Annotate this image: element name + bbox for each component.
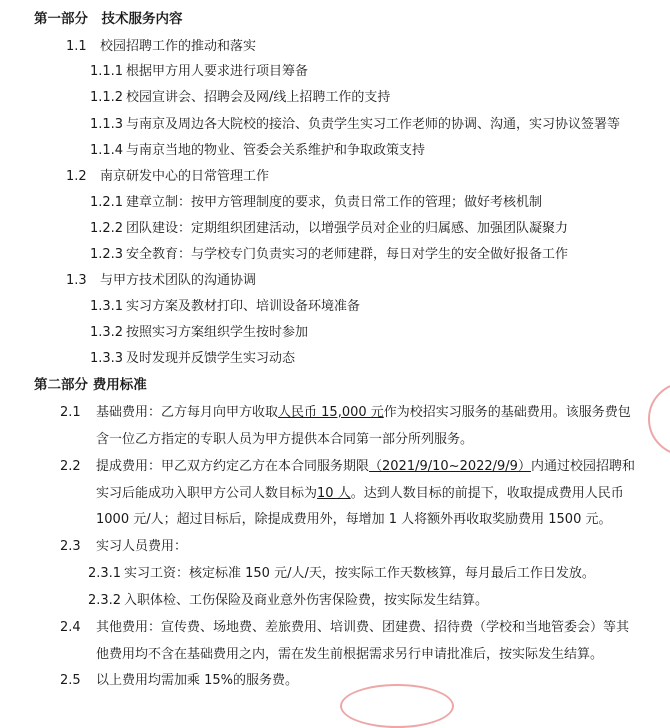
section-1-3-2: 1.3.2 按照实习方案组织学生按时参加 — [90, 325, 309, 340]
section-1-3-3: 1.3.3 及时发现并反馈学生实习动态 — [90, 351, 296, 366]
section-2-3-2: 2.3.2 入职体检、工伤保险及商业意外伤害保险费，按实际发生结算。 — [88, 593, 489, 608]
section-1-2-1: 1.2.1 建章立制：按甲方管理制度的要求，负责日常工作的管理；做好考核机制 — [90, 195, 543, 210]
section-2-3-1: 2.3.1 实习工资：核定标准 150 元/人/天，按实际工作天数核算，每月最后工作日发放。 — [88, 566, 595, 581]
section-1-1-4: 1.1.4 与南京当地的物业、管委会关系维护和争取政策支持 — [90, 143, 426, 158]
part2-heading: 第二部分 费用标准 — [34, 377, 147, 393]
section-2-5: 2.5 以上费用均需加乘 15%的服务费。 — [60, 673, 299, 688]
section-1-2-3: 1.2.3 安全教育：与学校专门负责实习的老师建群，每日对学生的安全做好报备工作 — [90, 247, 569, 262]
section-1-1-3: 1.1.3 与南京及周边各大院校的接洽、负责学生实习工作老师的协调、沟通，实习协议签署等 — [90, 117, 621, 132]
section-1-3-1: 1.3.1 实习方案及教材打印、培训设备环境准备 — [90, 299, 361, 314]
section-1-1: 1.1 校园招聘工作的推动和落实 — [66, 39, 257, 54]
section-2-1-line2: 含一位乙方指定的专职人员为甲方提供本合同第一部分所列服务。 — [96, 432, 474, 447]
section-1-1-2: 1.1.2 校园宣讲会、招聘会及网/线上招聘工作的支持 — [90, 90, 391, 105]
red-stamp-bottom — [340, 684, 454, 728]
section-2-2-line2: 实习后能成功入职甲方公司人数目标为10 人。达到人数目标的前提下，收取提成费用人民币 — [96, 486, 624, 501]
section-2-4-line2: 他费用均不含在基础费用之内，需在发生前根据需求另行申请批准后，按实际发生结算。 — [96, 647, 604, 662]
section-2-3: 2.3 实习人员费用： — [60, 539, 188, 554]
red-stamp-right — [648, 382, 670, 456]
part1-heading: 第一部分 技术服务内容 — [34, 11, 183, 27]
section-1-3: 1.3 与甲方技术团队的沟通协调 — [66, 273, 257, 288]
section-2-1: 2.1 基础费用：乙方每月向甲方收取人民币 15,000 元作为校招实习服务的基础费用。该服务费包 — [60, 405, 631, 420]
section-1-2: 1.2 南京研发中心的日常管理工作 — [66, 169, 270, 184]
section-2-2-line3: 1000 元/人；超过目标后，除提成费用外，每增加 1 人将额外再收取奖励费用 1500 元。 — [96, 512, 612, 527]
section-2-2: 2.2 提成费用：甲乙双方约定乙方在本合同服务期限（2021/9/10~2022/9/9）内通过校园招聘和 — [60, 459, 635, 474]
section-1-2-2: 1.2.2 团队建设：定期组织团建活动，以增强学员对企业的归属感、加强团队凝聚力 — [90, 221, 569, 236]
section-2-4: 2.4 其他费用：宣传费、场地费、差旅费用、培训费、团建费、招待费（学校和当地管委会）等其 — [60, 620, 630, 635]
section-1-1-1: 1.1.1 根据甲方用人要求进行项目筹备 — [90, 64, 309, 79]
